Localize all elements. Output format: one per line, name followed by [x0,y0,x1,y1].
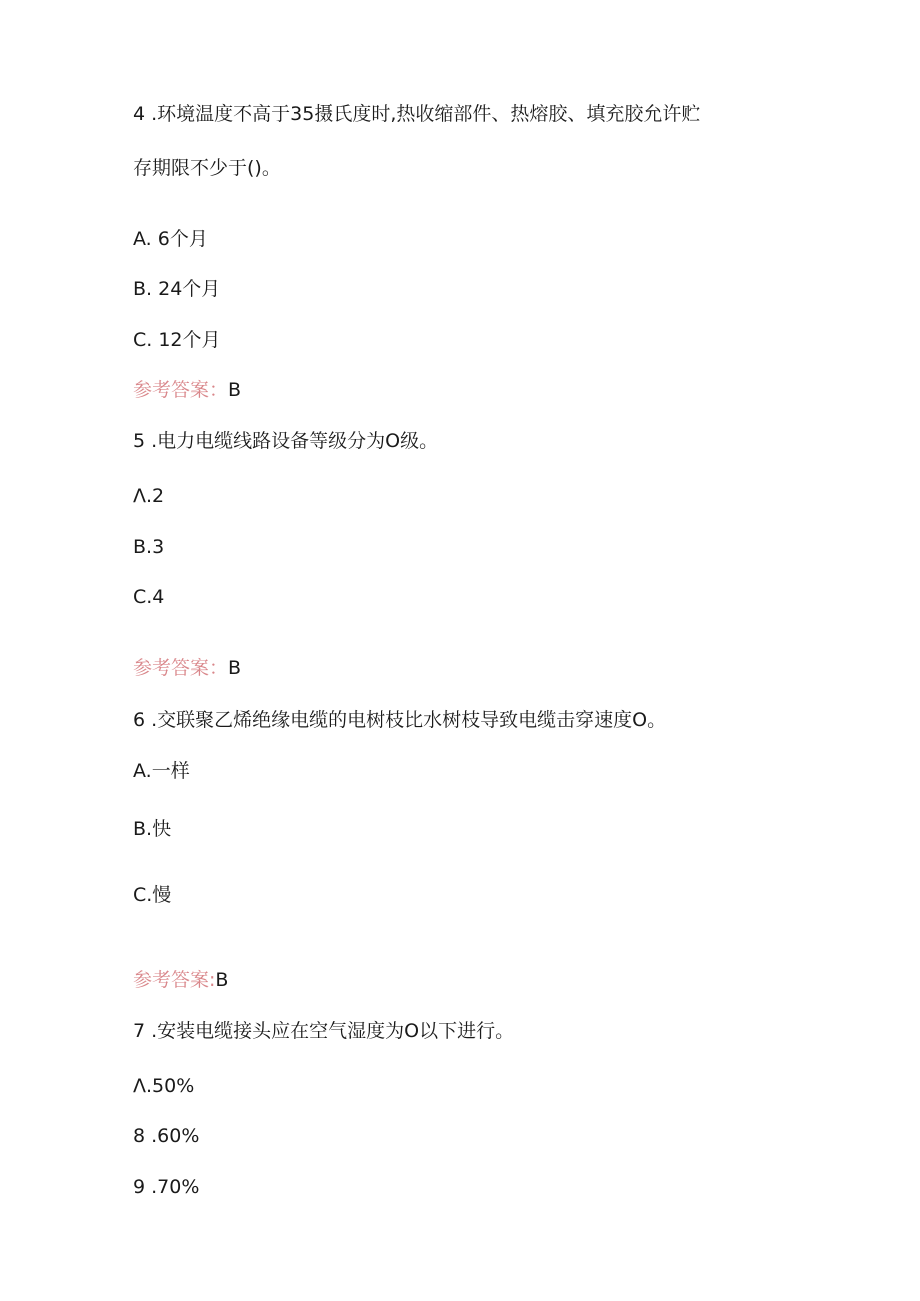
answer-value: B [215,969,229,991]
question-4-option-a: A. 6个月 [133,228,208,250]
question-7-option-c: 9 .70% [133,1176,200,1198]
question-5-option-c: C.4 [133,586,165,608]
question-4-option-b: B. 24个月 [133,278,221,300]
question-4-answer [133,378,241,402]
question-7-option-b: 8 .60% [133,1125,200,1147]
question-4-stem-line-1: 4 .环境温度不高于35摄氏度时,热收缩部件、热熔胶、填充胶允许贮 [133,103,701,125]
question-7-option-a: Λ.50% [133,1075,195,1097]
answer-value: B [228,657,242,679]
question-4-stem-line-2: 存期限不少于()。 [133,157,281,179]
answer-label: 参考答案： [133,379,229,401]
question-6-option-a: A.一样 [133,760,190,782]
question-7-stem: 7 .安装电缆接头应在空气湿度为O以下进行。 [133,1020,515,1042]
question-6-option-c: C.慢 [133,884,172,906]
answer-label: 参考答案: [133,969,216,991]
question-6-answer [133,968,228,992]
answer-label: 参考答案： [133,657,229,679]
answer-value: B [228,379,242,401]
question-5-option-b: B.3 [133,536,165,558]
question-6-option-b: B.快 [133,818,172,840]
question-5-option-a: Λ.2 [133,485,165,507]
question-6-stem: 6 .交联聚乙烯绝缘电缆的电树枝比水树枝导致电缆击穿速度O。 [133,709,667,731]
question-4-option-c: C. 12个月 [133,329,221,351]
question-5-stem: 5 .电力电缆线路设备等级分为O级。 [133,430,439,452]
question-5-answer [133,656,241,680]
